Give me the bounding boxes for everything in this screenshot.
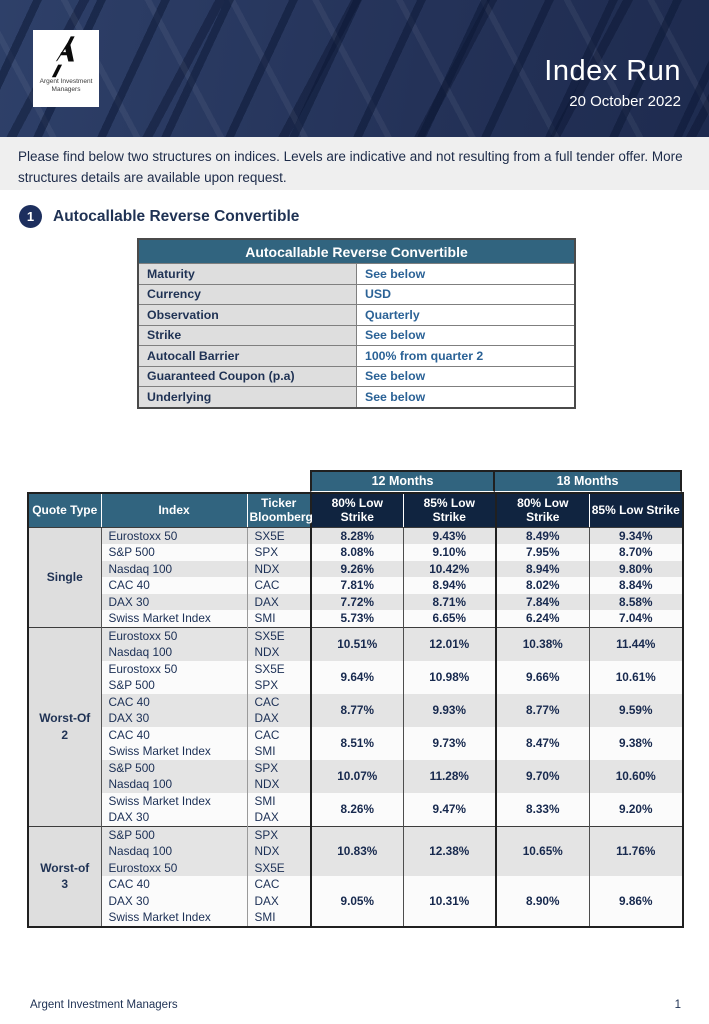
ticker-name: SMI — [254, 793, 276, 808]
table-row — [28, 793, 683, 827]
spec-label: Observation — [138, 305, 357, 326]
ticker-cell — [247, 793, 311, 827]
value-cell: 9.38% — [589, 727, 683, 760]
value-cell: 10.98% — [403, 661, 496, 694]
spec-table-header: Autocallable Reverse Convertible — [138, 239, 575, 264]
table-row — [28, 760, 683, 793]
ticker-cell — [247, 727, 311, 760]
index-name: DAX 30 — [108, 893, 150, 908]
value-cell: 8.71% — [403, 594, 496, 611]
index-name: Nasdaq 100 — [108, 561, 173, 576]
logo-text-line2: Managers — [51, 86, 81, 94]
value-cell: 10.31% — [403, 876, 496, 927]
ticker-name: NDX — [254, 561, 280, 576]
index-name: Nasdaq 100 — [108, 777, 173, 791]
value-cell: 9.80% — [589, 561, 683, 578]
index-cell — [101, 793, 247, 827]
ticker-cell — [247, 694, 311, 727]
index-cell — [101, 527, 247, 544]
index-name: CAC 40 — [108, 727, 150, 742]
pricing-table-body — [28, 527, 683, 927]
value-cell: 8.49% — [496, 527, 589, 544]
ticker-cell — [247, 876, 311, 927]
ticker-name: DAX — [254, 594, 279, 609]
value-cell: 12.38% — [403, 826, 496, 876]
ticker-name: CAC — [254, 727, 280, 742]
ticker-name: NDX — [254, 844, 280, 858]
index-cell — [101, 627, 247, 661]
index-name: CAC 40 — [108, 694, 150, 709]
spec-value: See below — [357, 325, 576, 346]
value-cell: 8.33% — [496, 793, 589, 827]
index-cell — [101, 760, 247, 793]
index-name: DAX 30 — [108, 594, 150, 609]
spec-label: Strike — [138, 325, 357, 346]
index-cell — [101, 544, 247, 561]
value-cell: 11.28% — [403, 760, 496, 793]
value-cell: 7.84% — [496, 594, 589, 611]
value-cell: 8.90% — [496, 876, 589, 927]
value-cell: 9.64% — [311, 661, 403, 694]
value-cell: 11.76% — [589, 826, 683, 876]
index-cell — [101, 594, 247, 611]
section-heading — [19, 205, 709, 228]
value-cell: 7.72% — [311, 594, 403, 611]
ticker-name: NDX — [254, 777, 280, 791]
table-row — [28, 561, 683, 578]
index-name: Eurostoxx 50 — [108, 860, 178, 875]
logo-text-line1: Argent Investment — [39, 78, 93, 85]
spec-row — [138, 346, 575, 367]
spec-table — [137, 238, 576, 409]
ticker-name: NDX — [254, 645, 280, 659]
spec-value: See below — [357, 387, 576, 408]
spec-value: See below — [357, 366, 576, 387]
table-row — [28, 826, 683, 876]
index-name: CAC 40 — [108, 877, 150, 891]
index-name: Swiss Market Index — [108, 611, 211, 625]
value-cell: 10.65% — [496, 826, 589, 876]
column-header: 85% Low Strike — [589, 493, 683, 528]
value-cell: 6.24% — [496, 610, 589, 627]
ticker-name: SX5E — [254, 628, 285, 643]
index-name: S&P 500 — [108, 678, 155, 692]
spec-row — [138, 325, 575, 346]
ticker-name: DAX — [254, 711, 279, 725]
argent-monogram-icon — [47, 34, 85, 78]
index-cell — [101, 661, 247, 694]
value-cell: 9.05% — [311, 876, 403, 927]
ticker-name: SMI — [254, 744, 276, 758]
value-cell: 8.94% — [403, 577, 496, 594]
title-block — [544, 56, 681, 110]
group-header: 12 Months — [310, 470, 495, 492]
ticker-cell — [247, 527, 311, 544]
pricing-group-row — [310, 470, 682, 492]
quote-type-cell — [28, 627, 101, 826]
index-name: DAX 30 — [108, 810, 150, 824]
value-cell: 8.94% — [496, 561, 589, 578]
index-cell — [101, 577, 247, 594]
index-name: Swiss Market Index — [108, 793, 211, 808]
table-row — [28, 527, 683, 544]
ticker-cell — [247, 826, 311, 876]
value-cell: 5.73% — [311, 610, 403, 627]
value-cell: 12.01% — [403, 627, 496, 661]
document-date: 20 October 2022 — [569, 92, 681, 110]
index-cell — [101, 694, 247, 727]
table-row — [28, 876, 683, 927]
index-name: Nasdaq 100 — [108, 844, 173, 858]
column-header: 80% Low Strike — [311, 493, 403, 528]
spec-row — [138, 284, 575, 305]
value-cell: 10.83% — [311, 826, 403, 876]
value-cell: 8.77% — [496, 694, 589, 727]
index-cell — [101, 826, 247, 876]
table-row — [28, 577, 683, 594]
index-name: S&P 500 — [108, 760, 155, 775]
column-header: Ticker Bloomberg — [247, 493, 311, 528]
value-cell: 9.26% — [311, 561, 403, 578]
ticker-cell — [247, 577, 311, 594]
quote-type-line: 2 — [61, 727, 69, 742]
column-header: Quote Type — [28, 493, 101, 528]
spec-row — [138, 305, 575, 326]
spec-value: See below — [357, 264, 576, 285]
value-cell: 9.47% — [403, 793, 496, 827]
spec-value: Quarterly — [357, 305, 576, 326]
value-cell: 9.43% — [403, 527, 496, 544]
ticker-cell — [247, 610, 311, 627]
index-name: S&P 500 — [108, 545, 155, 559]
table-row — [28, 610, 683, 627]
value-cell: 8.47% — [496, 727, 589, 760]
page-title: Index Run — [544, 55, 681, 87]
value-cell: 8.70% — [589, 544, 683, 561]
ticker-name: CAC — [254, 877, 280, 891]
column-header: Index — [101, 493, 247, 528]
ticker-cell — [247, 594, 311, 611]
value-cell: 8.26% — [311, 793, 403, 827]
value-cell: 8.51% — [311, 727, 403, 760]
value-cell: 7.81% — [311, 577, 403, 594]
footer-page-number: 1 — [674, 999, 681, 1011]
section-title: Autocallable Reverse Convertible — [53, 207, 300, 225]
value-cell: 10.42% — [403, 561, 496, 578]
column-header: 85% Low Strike — [403, 493, 496, 528]
value-cell: 8.84% — [589, 577, 683, 594]
value-cell: 9.66% — [496, 661, 589, 694]
index-cell — [101, 610, 247, 627]
table-row — [28, 544, 683, 561]
value-cell: 10.38% — [496, 627, 589, 661]
ticker-name: SPX — [254, 545, 279, 559]
value-cell: 9.34% — [589, 527, 683, 544]
spec-value: 100% from quarter 2 — [357, 346, 576, 367]
value-cell: 9.93% — [403, 694, 496, 727]
index-name: Eurostoxx 50 — [108, 528, 178, 543]
ticker-cell — [247, 544, 311, 561]
quote-type-line: Worst-of — [40, 860, 90, 875]
spec-label: Guaranteed Coupon (p.a) — [138, 366, 357, 387]
spec-label: Autocall Barrier — [138, 346, 357, 367]
quote-type-cell — [28, 826, 101, 927]
index-name: Eurostoxx 50 — [108, 661, 178, 676]
index-name: CAC 40 — [108, 578, 150, 592]
table-row — [28, 727, 683, 760]
index-cell — [101, 561, 247, 578]
value-cell: 9.10% — [403, 544, 496, 561]
spec-value: USD — [357, 284, 576, 305]
company-logo — [33, 30, 99, 107]
index-name: DAX 30 — [108, 711, 150, 725]
index-name: Swiss Market Index — [108, 910, 211, 924]
value-cell: 10.07% — [311, 760, 403, 793]
ticker-name: SX5E — [254, 528, 285, 543]
value-cell: 9.70% — [496, 760, 589, 793]
ticker-name: SX5E — [254, 860, 285, 875]
value-cell: 8.77% — [311, 694, 403, 727]
section-number-badge: 1 — [19, 205, 42, 228]
index-name: Nasdaq 100 — [108, 645, 173, 659]
quote-type-cell — [28, 527, 101, 627]
ticker-name: CAC — [254, 694, 280, 709]
index-name: Eurostoxx 50 — [108, 628, 178, 643]
value-cell: 9.59% — [589, 694, 683, 727]
ticker-name: SPX — [254, 760, 279, 775]
ticker-cell — [247, 561, 311, 578]
ticker-cell — [247, 760, 311, 793]
value-cell: 8.58% — [589, 594, 683, 611]
pricing-header-row — [28, 493, 683, 528]
intro-paragraph: Please find below two structures on indices. Levels are indicative and not resulting from a full tender offer. More structures details are available upon request. — [0, 137, 709, 190]
pricing-table-head — [28, 493, 683, 528]
value-cell: 9.86% — [589, 876, 683, 927]
ticker-name: SPX — [254, 678, 279, 692]
value-cell: 7.95% — [496, 544, 589, 561]
value-cell: 10.60% — [589, 760, 683, 793]
spec-label: Currency — [138, 284, 357, 305]
table-row — [28, 627, 683, 661]
value-cell: 6.65% — [403, 610, 496, 627]
table-row — [28, 661, 683, 694]
ticker-name: SPX — [254, 827, 279, 842]
quote-type-line: Worst-Of — [39, 711, 91, 726]
index-name: Swiss Market Index — [108, 744, 211, 758]
ticker-name: DAX — [254, 893, 279, 908]
ticker-cell — [247, 627, 311, 661]
ticker-name: CAC — [254, 578, 280, 592]
value-cell: 9.73% — [403, 727, 496, 760]
value-cell: 9.20% — [589, 793, 683, 827]
column-header: 80% Low Strike — [496, 493, 589, 528]
value-cell: 10.51% — [311, 627, 403, 661]
banner — [0, 0, 709, 137]
group-header: 18 Months — [495, 470, 682, 492]
table-row — [28, 694, 683, 727]
index-cell — [101, 876, 247, 927]
spec-table-body — [138, 264, 575, 408]
spec-table-wrap — [137, 238, 576, 409]
pricing-table — [27, 492, 684, 928]
value-cell: 8.28% — [311, 527, 403, 544]
spec-row — [138, 366, 575, 387]
value-cell: 7.04% — [589, 610, 683, 627]
ticker-name: SMI — [254, 910, 276, 924]
value-cell: 11.44% — [589, 627, 683, 661]
index-name: S&P 500 — [108, 827, 155, 842]
footer-company: Argent Investment Managers — [30, 999, 178, 1011]
quote-type-line: Single — [46, 569, 83, 584]
quote-type-line: 3 — [61, 877, 69, 891]
ticker-name: DAX — [254, 810, 279, 824]
ticker-name: SX5E — [254, 661, 285, 676]
spec-label: Underlying — [138, 387, 357, 408]
value-cell: 10.61% — [589, 661, 683, 694]
index-cell — [101, 727, 247, 760]
spec-label: Maturity — [138, 264, 357, 285]
value-cell: 8.02% — [496, 577, 589, 594]
spec-row — [138, 387, 575, 408]
spec-row — [138, 264, 575, 285]
ticker-cell — [247, 661, 311, 694]
table-row — [28, 594, 683, 611]
ticker-name: SMI — [254, 611, 276, 625]
pricing-table-wrap — [27, 470, 682, 928]
value-cell: 8.08% — [311, 544, 403, 561]
